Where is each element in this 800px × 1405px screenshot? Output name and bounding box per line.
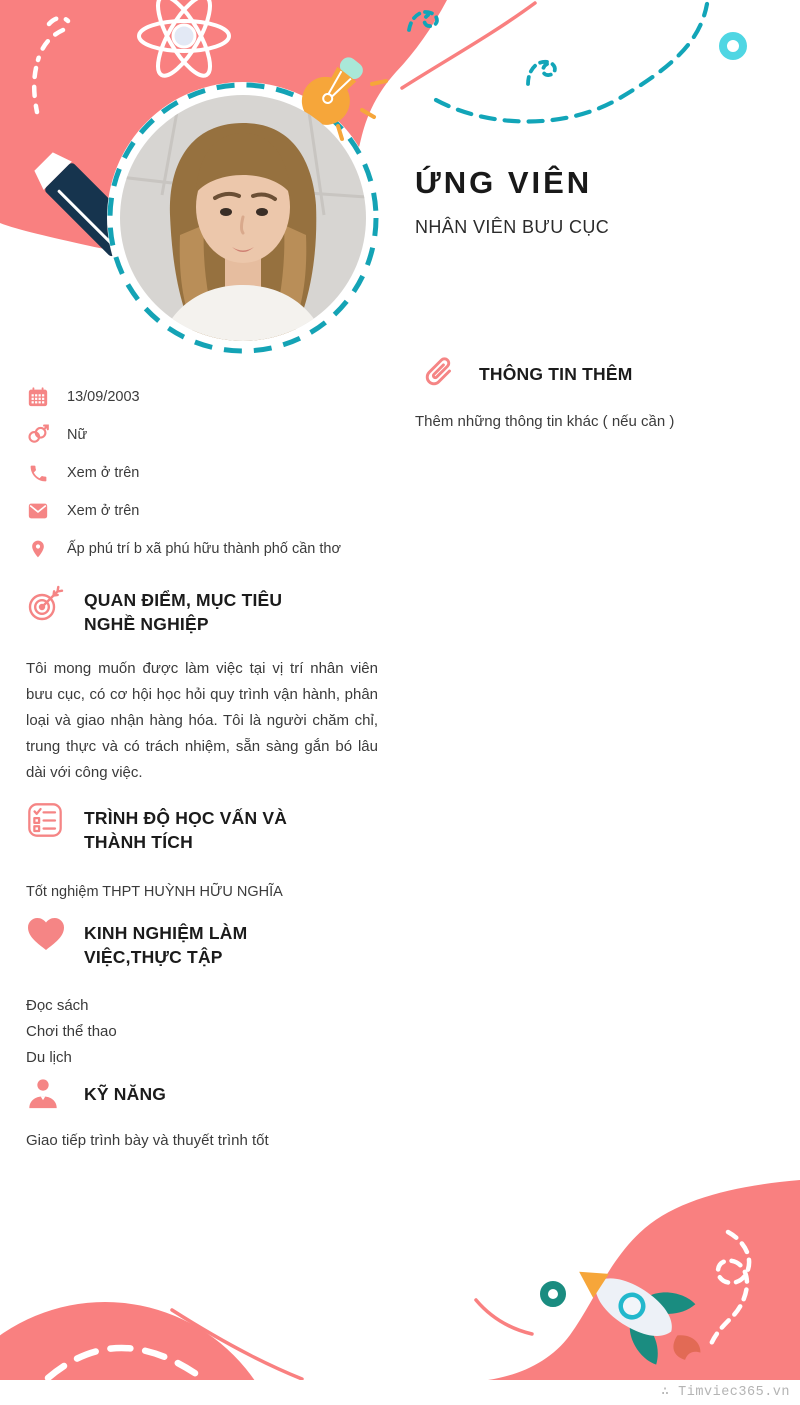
- section-additional-title: THÔNG TIN THÊM: [479, 364, 633, 384]
- watermark: ∴ Timviec365.vn: [660, 1385, 790, 1400]
- additional-text: Thêm những thông tin khác ( nếu cần ): [415, 413, 675, 430]
- location-icon: [26, 537, 50, 561]
- gender-icon: [26, 423, 50, 447]
- section-additional: [415, 350, 787, 434]
- phone-icon: [26, 461, 50, 485]
- section-objective: [26, 583, 382, 786]
- checklist-icon: [26, 801, 66, 839]
- experience-item: Chơi thể thao: [26, 1023, 117, 1040]
- section-additional-header: [415, 350, 787, 396]
- section-objective-title: QUAN ĐIỂM, MỤC TIÊU NGHỀ NGHIỆP: [84, 590, 283, 634]
- profile-photo: [120, 95, 366, 341]
- person-icon: [26, 1077, 66, 1111]
- section-skills-title: KỸ NĂNG: [84, 1084, 167, 1104]
- info-row-phone: [26, 461, 382, 485]
- section-education: [26, 801, 382, 904]
- header-block: [415, 163, 609, 239]
- address-value: Ấp phú trí b xã phú hữu thành phố cần thơ: [67, 541, 341, 557]
- section-experience-title: KINH NGHIỆM LÀM VIỆC,THỰC TẬP: [84, 923, 248, 967]
- info-row-address: [26, 537, 382, 561]
- email-icon: [26, 499, 50, 523]
- target-icon: [26, 583, 66, 623]
- info-row-email: [26, 499, 382, 523]
- info-row-gender: [26, 423, 382, 447]
- experience-item: Đọc sách: [26, 997, 89, 1014]
- profile-photo-image: [120, 95, 366, 341]
- personal-info-list: [26, 385, 382, 561]
- experience-list: [26, 993, 382, 1071]
- candidate-job-title: NHÂN VIÊN BƯU CỤC: [415, 217, 610, 237]
- section-experience: [26, 916, 382, 1071]
- section-experience-header: [26, 916, 382, 969]
- section-education-title: TRÌNH ĐỘ HỌC VẤN VÀ THÀNH TÍCH: [84, 808, 288, 852]
- info-row-birthday: [26, 385, 382, 409]
- heart-icon: [26, 916, 66, 952]
- right-column: [415, 350, 787, 434]
- skills-text: Giao tiếp trình bày và thuyết trình tốt: [26, 1132, 269, 1149]
- education-text: Tốt nghiệm THPT HUỲNH HỮU NGHĨA: [26, 884, 283, 900]
- donut-icon: [723, 36, 743, 56]
- section-education-header: [26, 801, 382, 854]
- section-skills: [26, 1077, 382, 1153]
- calendar-icon: [26, 385, 50, 409]
- gender-value: Nữ: [67, 427, 88, 443]
- email-value: Xem ở trên: [67, 503, 140, 519]
- experience-item: Du lịch: [26, 1049, 72, 1066]
- objective-text: Tôi mong muốn được làm việc tại vị trí nhân viên bưu cục, có cơ hội học hỏi quy trình vận hành, phân loại và giao nhận hàng hóa. Tôi là người chăm chỉ, trung thực và có trách nhiệm, sẵn sàng gắn bó lâu dài với công việc.: [26, 660, 378, 781]
- candidate-name: ỨNG VIÊN: [415, 165, 593, 200]
- section-objective-header: [26, 583, 382, 636]
- left-column: [26, 385, 382, 1153]
- paperclip-icon: [415, 350, 461, 396]
- birthday-value: 13/09/2003: [67, 389, 140, 405]
- section-skills-header: [26, 1077, 382, 1111]
- phone-value: Xem ở trên: [67, 465, 140, 481]
- donut-icon-bottom: [544, 1285, 562, 1303]
